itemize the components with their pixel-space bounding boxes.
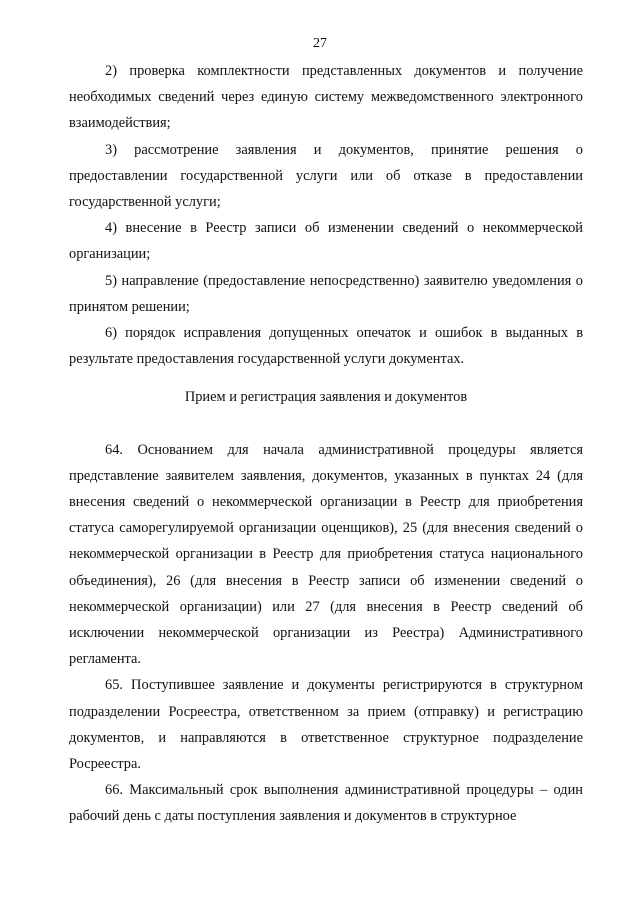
section-heading: Прием и регистрация заявления и документов	[184, 389, 468, 406]
list-item-3: 3) рассмотрение заявления и документов, принятие решения о предоставлении государственной услуги или об отказе в предоставлении государственной услуги;	[69, 141, 583, 211]
list-item-2: 2) проверка комплектности представленных документов и получение необходимых сведений через единую систему межведомственного электронного взаимодействия;	[69, 63, 583, 132]
paragraph-64: 64. Основанием для начала административной процедуры является представление заявителем заявления, документов, указанных в пунктах 24 (для внесения сведений о некоммерческой организации в Реестр для приобретения статуса саморегулируемой организации оценщиков), 25 (для внесения сведений о некоммерческой организации в Реестр для приобретения статуса национального объединения), 26 (для внесения в Реестр записи об изменении сведений о некоммерческой организации) или 27 (для внесения в Реестр сведений об исключении некоммерческой организации из Реестра) Административного регламента.	[69, 441, 583, 668]
list-item-6: 6) порядок исправления допущенных опечаток и ошибок в выданных в результате предоставления государственной услуги документах.	[69, 325, 583, 368]
paragraph-65: 65. Поступившее заявление и документы регистрируются в структурном подразделении Росреестра, ответственном за прием (отправку) и регистрацию документов, и направляются в ответственное структурное подразделение Росреестра.	[69, 677, 583, 773]
list-item-5: 5) направление (предоставление непосредственно) заявителю уведомления о принятом решении;	[69, 272, 583, 315]
page-number: 27	[313, 36, 327, 51]
paragraph-66: 66. Максимальный срок выполнения административной процедуры – один рабочий день с даты поступления заявления и документов в структурное	[69, 782, 583, 825]
list-item-4: 4) внесение в Реестр записи об изменении сведений о некоммерческой организации;	[69, 220, 583, 263]
document-body	[69, 58, 583, 830]
